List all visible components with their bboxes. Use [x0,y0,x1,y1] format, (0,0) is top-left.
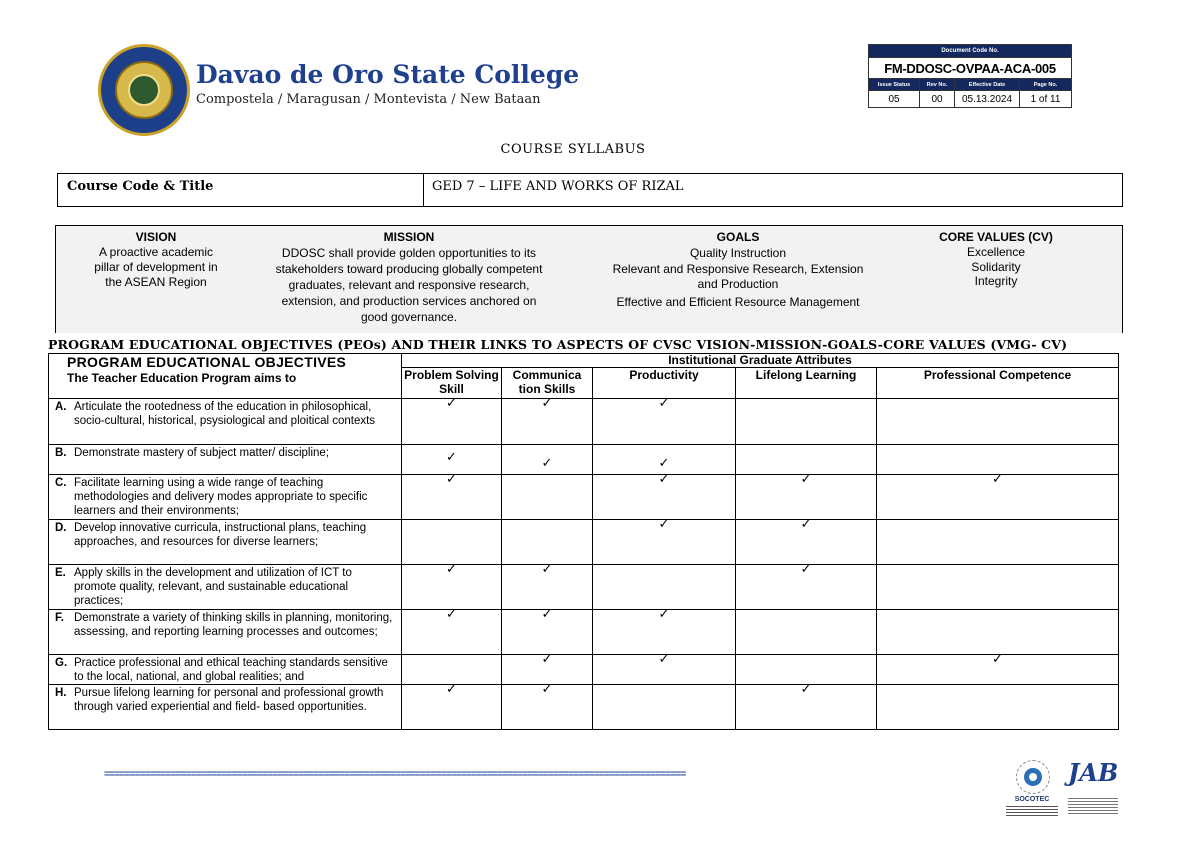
peo-text: Facilitate learning using a wide range of teaching methodologies and delivery modes appropriate to specific learners and their environments; [74,477,368,517]
attribute-cell [502,561,593,610]
peo-text: Demonstrate a variety of thinking skills in planning, monitoring, assessing, and reporting learning processes and outcomes; [74,612,393,638]
attribute-cell [736,681,877,730]
mission-title: MISSION [383,230,435,244]
attribute-cell [877,399,1119,445]
page-no-label: Page No. [1020,79,1072,91]
core-value-item: Solidarity [971,259,1021,274]
attribute-cell [877,520,1119,565]
rev-no-label: Rev No. [920,79,955,91]
attr-lifelong-learning: Lifelong Learning [736,368,877,399]
college-seal-logo [98,44,190,136]
peo-text: Develop innovative curricula, instructional plans, teaching approaches, and resources for diverse learners; [74,522,367,548]
peo-header [49,354,402,399]
attribute-cell [736,561,877,610]
checkmark-icon: ✓ [800,681,812,696]
attribute-cell [593,471,736,520]
peo-rows [49,395,1119,730]
issue-status-value: 05 [869,91,920,108]
document-control-box [868,44,1072,108]
checkmark-icon: ✓ [446,561,457,576]
peo-objective [49,565,402,610]
attribute-cell [502,395,593,445]
course-value: GED 7 – LIFE AND WORKS OF RIZAL [432,179,684,194]
attr-productivity: Productivity [593,368,736,399]
vision-title: VISION [135,230,177,244]
peo-letter: G. [55,657,68,669]
peo-objective [49,520,402,565]
attribute-cell [502,606,593,655]
goals-title: GOALS [716,230,760,244]
peo-letter: H. [55,687,67,699]
checkmark-icon: ✓ [658,651,670,666]
attribute-cell [736,655,877,685]
checkmark-icon: ✓ [541,681,553,696]
mission-block [256,230,562,325]
peo-objective [49,475,402,520]
attribute-cell [736,516,877,565]
checkmark-icon: ✓ [800,561,812,576]
vision-block [56,230,256,290]
peo-text: Demonstrate mastery of subject matter/ discipline; [74,447,330,459]
footer-rule: ================================================================================================================== [104,770,686,781]
attribute-cell [502,681,593,730]
attribute-cell [877,685,1119,730]
attribute-cell [402,561,502,610]
attribute-cell [736,399,877,445]
peo-objective [49,610,402,655]
attr-professional-competence: Professional Competence [877,368,1119,399]
socotec-fineprint [1006,806,1058,816]
socotec-certification-logo [1006,760,1058,822]
attribute-cell [502,651,593,685]
peo-row [49,475,1119,520]
peo-objective [49,655,402,685]
checkmark-icon: ✓ [541,455,553,470]
checkmark-icon: ✓ [992,651,1003,666]
checkmark-icon: ✓ [800,516,812,531]
attribute-cell [736,610,877,655]
attr-problem-solving: Problem Solving Skill [402,368,502,399]
socotec-icon-center [1029,773,1037,781]
attribute-cell [593,395,736,445]
vision-line: the ASEAN Region [105,275,207,289]
attribute-cell [593,685,736,730]
checkmark-icon: ✓ [541,606,553,621]
peo-row [49,520,1119,565]
attribute-cell [402,395,502,445]
vision-line: A proactive academic [98,245,214,259]
mission-line: graduates, relevant and responsive research, [288,278,530,292]
peo-section-title: PROGRAM EDUCATIONAL OBJECTIVES (PEOs) AND THEIR LINKS TO ASPECTS OF CVSC VISION-MISSION-GOALS-CORE VALUES (VMG- CV) [48,337,1068,352]
peo-objective [49,445,402,475]
peo-row [49,655,1119,685]
attribute-cell [502,445,593,475]
peo-table [48,353,1119,730]
attribute-cell [593,445,736,475]
mission-line: DDOSC shall provide golden opportunities to its [281,246,537,260]
core-values-block [916,230,1076,289]
attribute-cell [402,520,502,565]
attributes-header: Institutional Graduate Attributes [402,354,1119,368]
attribute-cell [593,651,736,685]
checkmark-icon: ✓ [446,471,457,486]
attribute-cell [402,655,502,685]
peo-letter: B. [55,447,67,459]
checkmark-icon: ✓ [446,681,457,696]
goals-block [590,230,886,310]
vmg-panel [55,225,1123,333]
peo-row [49,399,1119,445]
peo-text: Articulate the rootedness of the education in philosophical, socio-cultural, historical, psysiological and ploitical contexts [74,401,376,427]
attribute-cell [402,471,502,520]
attribute-cell [402,445,502,475]
doc-code-label: Document Code No. [869,45,1072,58]
peo-objective [49,399,402,445]
peo-letter: C. [55,477,67,489]
checkmark-icon: ✓ [658,471,670,486]
checkmark-icon: ✓ [658,516,670,531]
college-campuses: Compostela / Maragusan / Montevista / New Bataan [196,92,541,107]
attribute-cell [402,606,502,655]
peo-objective [49,685,402,730]
issue-status-label: Issue Status [869,79,920,91]
peo-text: Apply skills in the development and utilization of ICT to promote quality, relevant, and sustainable educational practices; [74,567,352,607]
attribute-cell [593,606,736,655]
course-code-title-row [57,173,1123,207]
peo-row [49,685,1119,730]
jab-mark: JAB [1068,758,1119,787]
checkmark-icon: ✓ [658,606,670,621]
socotec-name: SOCOTEC [1014,796,1050,803]
checkmark-icon: ✓ [541,395,553,410]
checkmark-icon: ✓ [446,395,457,410]
effective-date-value: 05.13.2024 [955,91,1020,108]
jab-fineprint [1068,798,1118,816]
goals-line: Quality Instruction [689,246,787,260]
goals-line: Effective and Efficient Resource Management [616,295,860,309]
attribute-cell [877,610,1119,655]
attribute-cell [877,471,1119,520]
checkmark-icon: ✓ [446,606,457,621]
checkmark-icon: ✓ [992,471,1003,486]
attribute-cell [877,565,1119,610]
effective-date-label: Effective Date [955,79,1020,91]
core-value-item: Integrity [974,274,1018,288]
checkmark-icon: ✓ [658,455,670,470]
checkmark-icon: ✓ [541,561,553,576]
peo-row [49,445,1119,475]
attr-communication: Communica tion Skills [502,368,593,399]
checkmark-icon: ✓ [446,449,457,464]
peo-text: Practice professional and ethical teaching standards sensitive to the local, national, and global realities; and [74,657,388,683]
vision-line: pillar of development in [94,260,218,274]
attribute-cell [502,520,593,565]
goals-line: Relevant and Responsive Research, Extension [612,262,864,276]
checkmark-icon: ✓ [658,395,670,410]
page-no-value: 1 of 11 [1020,91,1072,108]
course-divider [423,174,424,206]
peo-header-title: PROGRAM EDUCATIONAL OBJECTIVES [67,354,347,370]
jab-accreditation-logo [1064,758,1122,822]
mission-line: stakeholders toward producing globally competent [275,262,543,276]
peo-letter: E. [55,567,66,579]
attribute-cell [877,651,1119,685]
peo-letter: D. [55,522,67,534]
course-label: Course Code & Title [67,179,214,194]
attribute-cell [736,471,877,520]
attribute-cell [502,475,593,520]
attribute-cell [402,681,502,730]
document-title: COURSE SYLLABUS [500,142,646,157]
attribute-cell [593,516,736,565]
seal-center [128,74,160,106]
peo-row [49,610,1119,655]
peo-letter: F. [55,612,64,624]
mission-line: good governance. [360,310,458,324]
attribute-cell [877,445,1119,475]
peo-text: Pursue lifelong learning for personal and professional growth through varied experiential and field- based opportunities. [74,687,384,713]
goals-line: and Production [697,277,779,291]
college-name: Davao de Oro State College [196,60,580,89]
peo-header-subtitle: The Teacher Education Program aims to [67,371,297,385]
core-values-title: CORE VALUES (CV) [939,230,1053,244]
rev-no-value: 00 [920,91,955,108]
checkmark-icon: ✓ [800,471,812,486]
seal-emblem [115,61,173,119]
mission-line: extension, and production services anchored on [281,294,537,308]
doc-code-value: FM-DDOSC-OVPAA-ACA-005 [869,58,1072,79]
peo-row [49,565,1119,610]
attribute-cell [736,445,877,475]
attribute-cell [593,565,736,610]
core-value-item: Excellence [966,245,1026,259]
peo-letter: A. [55,401,67,413]
checkmark-icon: ✓ [541,651,553,666]
